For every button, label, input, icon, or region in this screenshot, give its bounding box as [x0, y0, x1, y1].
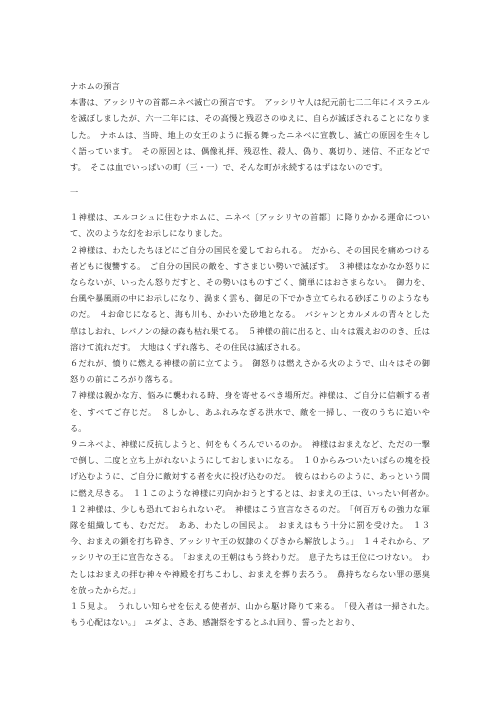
verse-paragraph: ７神様は親かな方、悩みに襲われる時、身を寄せるべき場所だ。神様は、ご自分に信頼する者を、すべてご存じだ。 ８しかし、あふれみなぎる洪水で、敵を一掃し、一夜のうちに追いやる。 [70, 390, 430, 433]
verse-paragraph: ２神様は、わたしたちほどにご自分の国民を愛しておられる。 だから、その国民を痛めつける者どもに復讐する。 ご自分の国民の敵を、すさまじい勢いで滅ぼす。 ３神様はなかなか怒りにならないが、いったん怒りだすと、その勢いはものすごく、簡単にはおさまらない。 御力を、台風や暴風雨の中にお示しになり、渦まく雲も、御足の下でかき立てられる砂ぼこりのようなものだ。 ４お命じになると、海も川も、かわいた砂地となる。 バシャンとカルメルの青々とした草はしおれ、レバノンの緑の森も枯れ果てる。 ５神様の前に出ると、山々は震えおののき、丘は溶けて流れだす。 大地はくずれ落ち、その住民は滅ぼされる。 [70, 244, 430, 352]
verse-paragraph: ６だれが、憤りに燃える神様の前に立てよう。 御怒りは燃えさかる火のようで、山々はその御怒りの前にころがり落ちる。 [70, 358, 430, 385]
verses-section [70, 209, 439, 630]
verse-paragraph: １５見よ。 うれしい知らせを伝える使者が、山から駆け降りて来る。 「侵入者は一掃された。 もう心配はない。」 ユダよ、さあ、感謝祭をするとふれ回り、誓ったとおり、 [70, 601, 439, 628]
chapter-mark: 一 [70, 187, 79, 198]
verse-paragraph: ９ニネベよ、神様に反抗しようと、何をもくろんでいるのか。 神様はおまえなど、ただの一撃で倒し、二度と立ち上がれないようにしておしまいになる。 １０からみついたいばらの塊を投げ込むように、ご自分に敵対する者を火に投げ込むのだ。 彼らはわらのように、あっという間に燃え尽きる。 １１このような神様に刃向かおうとするとは、おまえの王は、いったい何者か。 １２神様は、少しも恐れておられないぞ。 神様はこう宣言なさるのだ。 「何百万もの強力な軍隊を組織しても、むだだ。 ああ、わたしの国民よ。 おまえはもう十分に罰を受けた。 １３今、おまえの鎖を打ち砕き、アッシリヤ王の奴隷のくびきから解放しよう。」 １４それから、アッシリヤの王に宣告なさる。 「おまえの王朝はもう終わりだ。 息子たちは王位につけない。 わたしはおまえの拝む神々や神殿を打ちこわし、おまえを葬り去ろう。 鼻持ちならない罪の悪臭を放ったからだ。」 [70, 439, 439, 595]
verse-paragraph: １神様は、エルコシュに住むナホムに、ニネベ〔アッシリヤの首都〕に降りかかる運命について、次のような幻をお示しになりました。 [70, 212, 430, 239]
document-title: ナホムの預言 [70, 81, 120, 91]
document-body [70, 78, 439, 631]
intro-paragraph: 本書は、アッシリヤの首都ニネベ滅亡の預言です。 アッシリヤ人は紀元前七二二年にイスラエルを滅ぼしましたが、六一二年には、その高慢と残忍さのゆえに、自らが滅ぼされることになりました。 ナホムは、当時、地上の女王のように振る舞ったニネベに宣教し、滅亡の原因を生々しく語っています。 その原因とは、偶像礼拝、残忍性、殺人、偽り、裏切り、迷信、不正などです。 そこは血でいっぱいの町（三・一）で、そんな町が永続するはずはないのです。 [70, 97, 430, 173]
